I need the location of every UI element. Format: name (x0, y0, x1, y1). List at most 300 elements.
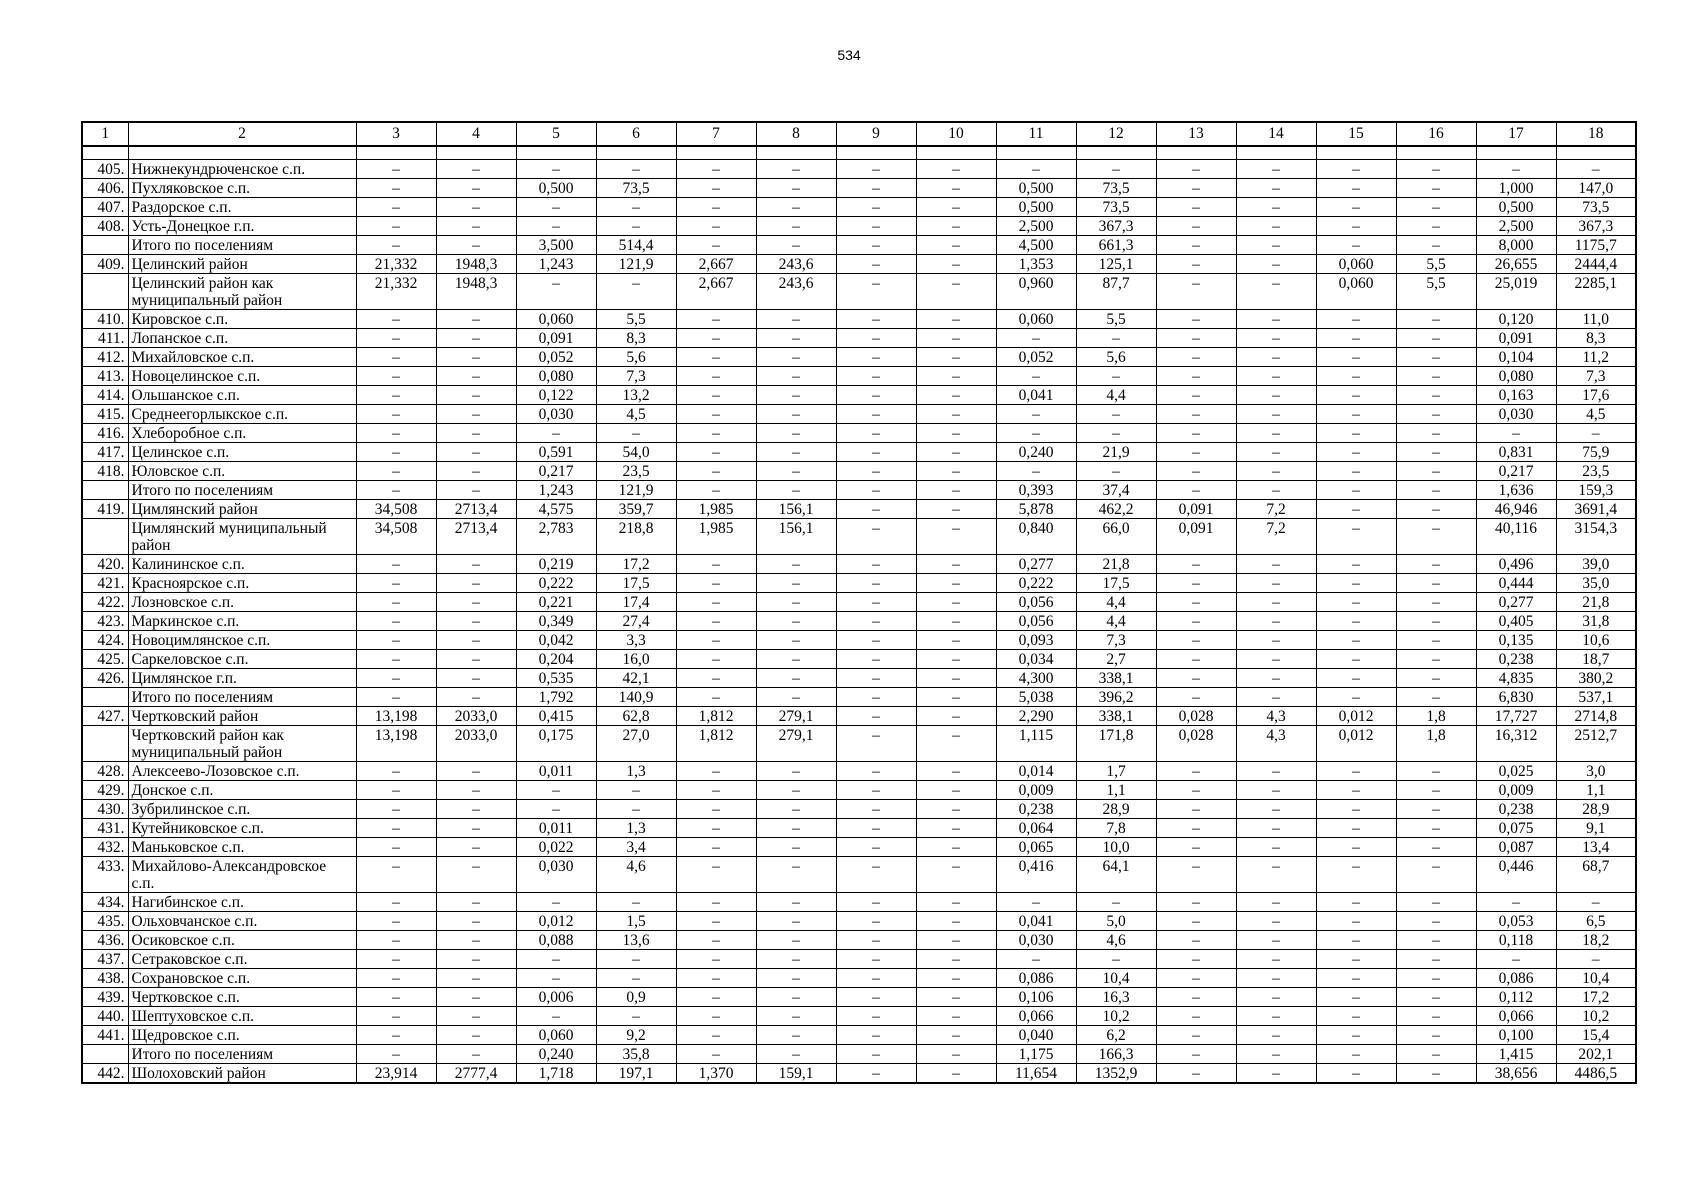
cell-col-13: – (1156, 236, 1236, 255)
cell-col-12: 1352,9 (1076, 1064, 1156, 1084)
row-name: Михайлово-Александровское с.п. (128, 857, 356, 893)
cell-col-14: – (1236, 612, 1316, 631)
cell-col-8: – (756, 781, 836, 800)
cell-col-17: 40,116 (1476, 519, 1556, 555)
cell-col-18: 75,9 (1556, 443, 1636, 462)
cell-col-14: – (1236, 762, 1316, 781)
row-number: 424. (82, 631, 128, 650)
cell-col-6: 23,5 (596, 462, 676, 481)
cell-col-5: 1,243 (516, 481, 596, 500)
separator-cell (1476, 146, 1556, 160)
cell-col-15: 0,060 (1316, 255, 1396, 274)
cell-col-9: – (836, 274, 916, 310)
cell-col-6: – (596, 217, 676, 236)
cell-col-7: – (676, 310, 756, 329)
table-row (82, 857, 1636, 893)
cell-col-5: – (516, 781, 596, 800)
row-name: Хлеборобное с.п. (128, 424, 356, 443)
table-row (82, 443, 1636, 462)
cell-col-9: – (836, 893, 916, 912)
cell-col-8: – (756, 1026, 836, 1045)
cell-col-17: – (1476, 893, 1556, 912)
cell-col-7: – (676, 574, 756, 593)
cell-col-12: 5,6 (1076, 348, 1156, 367)
cell-col-15: – (1316, 612, 1396, 631)
row-number: 416. (82, 424, 128, 443)
column-header-2: 2 (128, 122, 356, 146)
cell-col-15: 0,012 (1316, 707, 1396, 726)
cell-col-17: 6,830 (1476, 688, 1556, 707)
cell-col-18: – (1556, 424, 1636, 443)
cell-col-14: – (1236, 950, 1316, 969)
cell-col-11: 0,041 (996, 912, 1076, 931)
cell-col-13: – (1156, 198, 1236, 217)
cell-col-3: – (356, 969, 436, 988)
cell-col-5: – (516, 800, 596, 819)
cell-col-12: 338,1 (1076, 669, 1156, 688)
cell-col-3: – (356, 310, 436, 329)
cell-col-4: – (436, 612, 516, 631)
cell-col-3: – (356, 838, 436, 857)
cell-col-12: 2,7 (1076, 650, 1156, 669)
row-name: Нагибинское с.п. (128, 893, 356, 912)
row-number: 412. (82, 348, 128, 367)
cell-col-5: 0,060 (516, 1026, 596, 1045)
cell-col-17: 0,217 (1476, 462, 1556, 481)
cell-col-18: 2714,8 (1556, 707, 1636, 726)
cell-col-10: – (916, 274, 996, 310)
cell-col-16: – (1396, 969, 1476, 988)
row-name: Цимлянский муниципальный район (128, 519, 356, 555)
cell-col-9: – (836, 198, 916, 217)
cell-col-5: 0,591 (516, 443, 596, 462)
cell-col-12: 87,7 (1076, 274, 1156, 310)
cell-col-5: – (516, 969, 596, 988)
cell-col-18: 11,0 (1556, 310, 1636, 329)
cell-col-7: – (676, 612, 756, 631)
cell-col-15: – (1316, 424, 1396, 443)
row-name: Донское с.п. (128, 781, 356, 800)
cell-col-12: 1,1 (1076, 781, 1156, 800)
column-header-15: 15 (1316, 122, 1396, 146)
column-header-18: 18 (1556, 122, 1636, 146)
separator-cell (436, 146, 516, 160)
cell-col-6: 27,0 (596, 726, 676, 762)
cell-col-4: – (436, 424, 516, 443)
cell-col-6: 35,8 (596, 1045, 676, 1064)
cell-col-14: – (1236, 669, 1316, 688)
cell-col-9: – (836, 555, 916, 574)
cell-col-7: – (676, 669, 756, 688)
cell-col-16: – (1396, 781, 1476, 800)
cell-col-11: 0,041 (996, 386, 1076, 405)
cell-col-11: 0,009 (996, 781, 1076, 800)
cell-col-13: – (1156, 969, 1236, 988)
cell-col-6: 121,9 (596, 481, 676, 500)
cell-col-17: 0,086 (1476, 969, 1556, 988)
cell-col-10: – (916, 857, 996, 893)
row-number: 410. (82, 310, 128, 329)
cell-col-13: – (1156, 574, 1236, 593)
cell-col-4: – (436, 386, 516, 405)
row-number: 434. (82, 893, 128, 912)
cell-col-14: – (1236, 348, 1316, 367)
cell-col-14: – (1236, 424, 1316, 443)
table-row (82, 462, 1636, 481)
cell-col-14: – (1236, 969, 1316, 988)
cell-col-13: – (1156, 762, 1236, 781)
cell-col-10: – (916, 726, 996, 762)
row-number: 405. (82, 160, 128, 179)
cell-col-17: 0,446 (1476, 857, 1556, 893)
cell-col-17: 16,312 (1476, 726, 1556, 762)
row-name: Новоцимлянское с.п. (128, 631, 356, 650)
cell-col-18: 10,4 (1556, 969, 1636, 988)
row-name: Маньковское с.п. (128, 838, 356, 857)
cell-col-14: – (1236, 198, 1316, 217)
cell-col-3: – (356, 988, 436, 1007)
table-row (82, 988, 1636, 1007)
cell-col-16: – (1396, 650, 1476, 669)
row-number: 407. (82, 198, 128, 217)
cell-col-9: – (836, 762, 916, 781)
cell-col-13: – (1156, 386, 1236, 405)
row-number: 426. (82, 669, 128, 688)
cell-col-12: 10,0 (1076, 838, 1156, 857)
cell-col-14: – (1236, 555, 1316, 574)
cell-col-6: 73,5 (596, 179, 676, 198)
cell-col-6: – (596, 969, 676, 988)
cell-col-6: 54,0 (596, 443, 676, 462)
cell-col-18: 4486,5 (1556, 1064, 1636, 1084)
cell-col-12: 4,4 (1076, 386, 1156, 405)
cell-col-7: 1,985 (676, 500, 756, 519)
cell-col-15: – (1316, 1026, 1396, 1045)
cell-col-8: 243,6 (756, 274, 836, 310)
cell-col-17: 0,009 (1476, 781, 1556, 800)
cell-col-11: – (996, 893, 1076, 912)
table-row (82, 424, 1636, 443)
cell-col-9: – (836, 912, 916, 931)
cell-col-14: – (1236, 255, 1316, 274)
cell-col-7: – (676, 688, 756, 707)
cell-col-10: – (916, 367, 996, 386)
cell-col-9: – (836, 481, 916, 500)
cell-col-14: – (1236, 688, 1316, 707)
cell-col-8: – (756, 217, 836, 236)
row-name: Чертковский район как муниципальный район (128, 726, 356, 762)
cell-col-12: 28,9 (1076, 800, 1156, 819)
row-number: 441. (82, 1026, 128, 1045)
cell-col-13: 0,091 (1156, 519, 1236, 555)
cell-col-9: – (836, 179, 916, 198)
cell-col-15: – (1316, 838, 1396, 857)
cell-col-3: – (356, 574, 436, 593)
cell-col-12: – (1076, 160, 1156, 179)
row-name: Юловское с.п. (128, 462, 356, 481)
cell-col-8: 156,1 (756, 500, 836, 519)
cell-col-13: – (1156, 555, 1236, 574)
cell-col-8: – (756, 198, 836, 217)
cell-col-12: 171,8 (1076, 726, 1156, 762)
cell-col-9: – (836, 462, 916, 481)
cell-col-18: 11,2 (1556, 348, 1636, 367)
cell-col-4: – (436, 160, 516, 179)
cell-col-4: – (436, 593, 516, 612)
cell-col-10: – (916, 519, 996, 555)
cell-col-17: 17,727 (1476, 707, 1556, 726)
cell-col-7: – (676, 819, 756, 838)
cell-col-9: – (836, 574, 916, 593)
row-number: 420. (82, 555, 128, 574)
row-name: Цимлянский район (128, 500, 356, 519)
cell-col-8: – (756, 160, 836, 179)
cell-col-14: – (1236, 1026, 1316, 1045)
cell-col-4: – (436, 819, 516, 838)
cell-col-15: – (1316, 893, 1396, 912)
column-header-6: 6 (596, 122, 676, 146)
cell-col-18: 8,3 (1556, 329, 1636, 348)
row-number (82, 236, 128, 255)
row-name: Сетраковское с.п. (128, 950, 356, 969)
cell-col-13: – (1156, 348, 1236, 367)
row-name: Усть-Донецкое г.п. (128, 217, 356, 236)
cell-col-13: – (1156, 443, 1236, 462)
cell-col-7: – (676, 462, 756, 481)
column-header-8: 8 (756, 122, 836, 146)
cell-col-11: – (996, 329, 1076, 348)
cell-col-10: – (916, 631, 996, 650)
cell-col-11: 0,238 (996, 800, 1076, 819)
cell-col-9: – (836, 386, 916, 405)
cell-col-8: 279,1 (756, 707, 836, 726)
column-header-4: 4 (436, 122, 516, 146)
cell-col-6: 5,6 (596, 348, 676, 367)
row-name: Целинский район (128, 255, 356, 274)
cell-col-12: 10,4 (1076, 969, 1156, 988)
row-number: 428. (82, 762, 128, 781)
row-name: Зубрилинское с.п. (128, 800, 356, 819)
cell-col-13: – (1156, 631, 1236, 650)
cell-col-15: – (1316, 631, 1396, 650)
cell-col-14: – (1236, 274, 1316, 310)
table-row (82, 931, 1636, 950)
cell-col-3: – (356, 950, 436, 969)
row-number: 442. (82, 1064, 128, 1084)
cell-col-16: – (1396, 555, 1476, 574)
cell-col-8: – (756, 650, 836, 669)
cell-col-16: – (1396, 1064, 1476, 1084)
table-row (82, 612, 1636, 631)
cell-col-6: – (596, 950, 676, 969)
cell-col-8: 159,1 (756, 1064, 836, 1084)
row-name: Щедровское с.п. (128, 1026, 356, 1045)
cell-col-18: 17,6 (1556, 386, 1636, 405)
row-number: 436. (82, 931, 128, 950)
cell-col-4: – (436, 481, 516, 500)
cell-col-9: – (836, 726, 916, 762)
cell-col-6: 17,2 (596, 555, 676, 574)
cell-col-15: – (1316, 669, 1396, 688)
row-number: 422. (82, 593, 128, 612)
cell-col-6: 17,4 (596, 593, 676, 612)
cell-col-7: – (676, 912, 756, 931)
cell-col-11: 5,878 (996, 500, 1076, 519)
cell-col-11: 0,014 (996, 762, 1076, 781)
cell-col-13: 0,028 (1156, 707, 1236, 726)
cell-col-17: 1,636 (1476, 481, 1556, 500)
cell-col-15: – (1316, 593, 1396, 612)
cell-col-9: – (836, 310, 916, 329)
cell-col-14: – (1236, 988, 1316, 1007)
cell-col-10: – (916, 329, 996, 348)
cell-col-16: – (1396, 519, 1476, 555)
table-row (82, 650, 1636, 669)
cell-col-4: – (436, 669, 516, 688)
cell-col-5: 0,535 (516, 669, 596, 688)
row-number: 406. (82, 179, 128, 198)
cell-col-17: 38,656 (1476, 1064, 1556, 1084)
cell-col-4: 2033,0 (436, 707, 516, 726)
cell-col-8: – (756, 424, 836, 443)
cell-col-5: 0,042 (516, 631, 596, 650)
cell-col-13: – (1156, 1026, 1236, 1045)
cell-col-3: – (356, 650, 436, 669)
cell-col-7: – (676, 950, 756, 969)
cell-col-5: 1,792 (516, 688, 596, 707)
cell-col-10: – (916, 255, 996, 274)
cell-col-5: 0,052 (516, 348, 596, 367)
cell-col-8: – (756, 593, 836, 612)
column-header-17: 17 (1476, 122, 1556, 146)
cell-col-16: – (1396, 574, 1476, 593)
cell-col-14: – (1236, 310, 1316, 329)
separator-cell (1396, 146, 1476, 160)
cell-col-17: 26,655 (1476, 255, 1556, 274)
column-header-3: 3 (356, 122, 436, 146)
cell-col-5: 0,011 (516, 819, 596, 838)
row-name: Алексеево-Лозовское с.п. (128, 762, 356, 781)
cell-col-14: – (1236, 443, 1316, 462)
cell-col-16: – (1396, 481, 1476, 500)
cell-col-10: – (916, 1064, 996, 1084)
cell-col-15: – (1316, 1045, 1396, 1064)
cell-col-10: – (916, 1026, 996, 1045)
cell-col-3: – (356, 329, 436, 348)
cell-col-13: – (1156, 424, 1236, 443)
cell-col-10: – (916, 988, 996, 1007)
cell-col-8: – (756, 367, 836, 386)
cell-col-14: – (1236, 462, 1316, 481)
cell-col-13: – (1156, 481, 1236, 500)
cell-col-11: 0,093 (996, 631, 1076, 650)
cell-col-18: 31,8 (1556, 612, 1636, 631)
column-header-1: 1 (82, 122, 128, 146)
cell-col-15: – (1316, 969, 1396, 988)
cell-col-4: 2033,0 (436, 726, 516, 762)
cell-col-10: – (916, 669, 996, 688)
cell-col-10: – (916, 500, 996, 519)
cell-col-9: – (836, 500, 916, 519)
cell-col-13: – (1156, 950, 1236, 969)
cell-col-7: – (676, 893, 756, 912)
cell-col-5: – (516, 424, 596, 443)
cell-col-10: – (916, 386, 996, 405)
table-row (82, 593, 1636, 612)
cell-col-16: – (1396, 819, 1476, 838)
cell-col-14: – (1236, 481, 1316, 500)
cell-col-10: – (916, 348, 996, 367)
cell-col-16: – (1396, 405, 1476, 424)
separator-cell (996, 146, 1076, 160)
cell-col-6: 62,8 (596, 707, 676, 726)
cell-col-16: 1,8 (1396, 726, 1476, 762)
cell-col-10: – (916, 481, 996, 500)
cell-col-15: – (1316, 688, 1396, 707)
cell-col-12: 37,4 (1076, 481, 1156, 500)
cell-col-3: – (356, 800, 436, 819)
cell-col-15: – (1316, 198, 1396, 217)
cell-col-18: – (1556, 893, 1636, 912)
cell-col-11: 5,038 (996, 688, 1076, 707)
cell-col-3: – (356, 405, 436, 424)
cell-col-3: – (356, 669, 436, 688)
row-name: Среднеегорлыкское с.п. (128, 405, 356, 424)
cell-col-14: – (1236, 631, 1316, 650)
cell-col-3: 13,198 (356, 707, 436, 726)
cell-col-18: – (1556, 160, 1636, 179)
cell-col-18: 15,4 (1556, 1026, 1636, 1045)
table-row (82, 405, 1636, 424)
cell-col-11: 0,393 (996, 481, 1076, 500)
cell-col-9: – (836, 857, 916, 893)
table-row (82, 500, 1636, 519)
cell-col-18: 147,0 (1556, 179, 1636, 198)
cell-col-16: – (1396, 950, 1476, 969)
cell-col-15: – (1316, 519, 1396, 555)
cell-col-6: 17,5 (596, 574, 676, 593)
cell-col-9: – (836, 424, 916, 443)
table-row (82, 781, 1636, 800)
cell-col-4: – (436, 969, 516, 988)
cell-col-12: – (1076, 950, 1156, 969)
cell-col-6: – (596, 1007, 676, 1026)
row-name: Шолоховский район (128, 1064, 356, 1084)
cell-col-15: 0,060 (1316, 274, 1396, 310)
cell-col-9: – (836, 838, 916, 857)
cell-col-11: 0,960 (996, 274, 1076, 310)
cell-col-6: – (596, 274, 676, 310)
table-row (82, 688, 1636, 707)
cell-col-10: – (916, 707, 996, 726)
cell-col-16: – (1396, 988, 1476, 1007)
cell-col-13: – (1156, 688, 1236, 707)
row-name: Михайловское с.п. (128, 348, 356, 367)
cell-col-14: – (1236, 931, 1316, 950)
column-header-13: 13 (1156, 122, 1236, 146)
cell-col-7: – (676, 857, 756, 893)
cell-col-3: – (356, 857, 436, 893)
cell-col-13: – (1156, 462, 1236, 481)
table-row (82, 367, 1636, 386)
row-number: 423. (82, 612, 128, 631)
cell-col-12: 7,8 (1076, 819, 1156, 838)
cell-col-5: – (516, 950, 596, 969)
separator-cell (356, 146, 436, 160)
cell-col-15: – (1316, 574, 1396, 593)
cell-col-16: – (1396, 179, 1476, 198)
cell-col-7: – (676, 1045, 756, 1064)
